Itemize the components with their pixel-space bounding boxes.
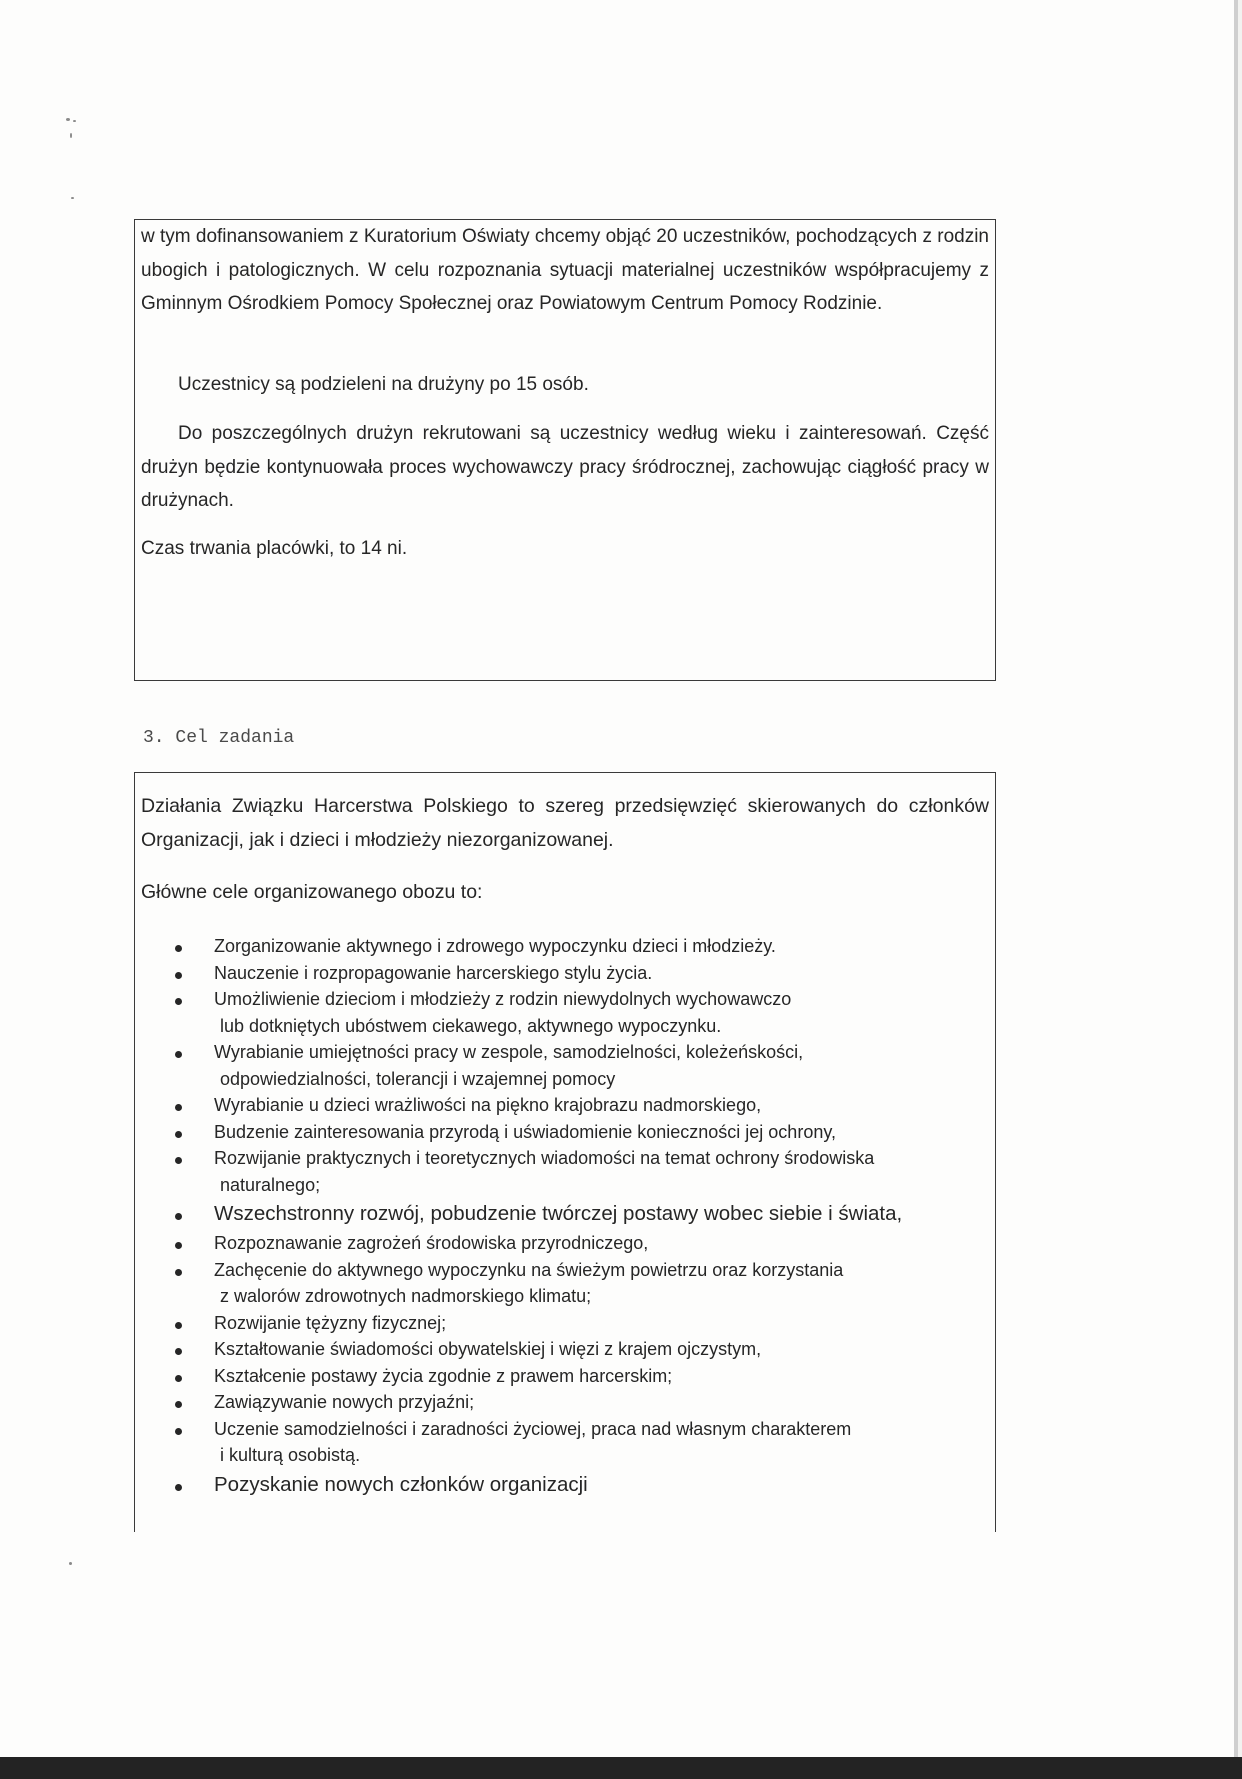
scan-speck [66, 118, 70, 121]
bullet-icon [175, 945, 182, 952]
scanner-bottom-edge [0, 1757, 1242, 1779]
list-item: Budzenie zainteresowania przyrodą i uświadomienie konieczności jej ochrony, [170, 1119, 970, 1146]
list-item: Nauczenie i rozpropagowanie harcerskiego stylu życia. [170, 960, 970, 987]
bullet-icon [175, 1104, 182, 1111]
list-item: Wyrabianie umiejętności pracy w zespole, samodzielności, koleżeńskości, odpowiedzialności, tolerancji i wzajemnej pomocy [170, 1039, 970, 1092]
list-item: Zorganizowanie aktywnego i zdrowego wypoczynku dzieci i młodzieży. [170, 933, 970, 960]
bullet-icon [175, 1213, 182, 1220]
goals-heading: Główne cele organizowanego obozu to: [141, 881, 483, 903]
bullet-icon [175, 1269, 182, 1276]
list-item: Wszechstronny rozwój, pobudzenie twórczej postawy wobec siebie i świata, [170, 1198, 970, 1230]
list-item: Umożliwienie dzieciom i młodzieży z rodzin niewydolnych wychowawczo lub dotkniętych ubóstwem ciekawego, aktywnego wypoczynku. [170, 986, 970, 1039]
bullet-icon [175, 1051, 182, 1058]
bullet-icon [175, 1322, 182, 1329]
section-heading: 3. Cel zadania [143, 728, 295, 748]
bullet-icon [175, 1484, 182, 1491]
scan-speck [73, 120, 76, 122]
bullet-icon [175, 998, 182, 1005]
list-item: Zawiązywanie nowych przyjaźni; [170, 1389, 970, 1416]
bullet-icon [175, 1401, 182, 1408]
bullet-icon [175, 972, 182, 979]
scan-speck [70, 133, 72, 138]
list-item: Kształcenie postawy życia zgodnie z prawem harcerskim; [170, 1363, 970, 1390]
list-item: Uczenie samodzielności i zaradności życiowej, praca nad własnym charakterem i kulturą osobistą. [170, 1416, 970, 1469]
bullet-icon [175, 1242, 182, 1249]
list-item: Zachęcenie do aktywnego wypoczynku na świeżym powietrzu oraz korzystania z walorów zdrowotnych nadmorskiego klimatu; [170, 1257, 970, 1310]
list-item: Pozyskanie nowych członków organizacji [170, 1469, 970, 1501]
scan-speck [69, 1562, 72, 1565]
page-edge [1234, 0, 1238, 1757]
list-item: Rozpoznawanie zagrożeń środowiska przyrodniczego, [170, 1230, 970, 1257]
list-item: Wyrabianie u dzieci wrażliwości na piękno krajobrazu nadmorskiego, [170, 1092, 970, 1119]
bullet-icon [175, 1131, 182, 1138]
list-item: Rozwijanie tężyzny fizycznej; [170, 1310, 970, 1337]
recruitment-paragraph: Do poszczególnych drużyn rekrutowani są uczestnicy według wieku i zainteresowań. Część drużyn będzie kontynuowała proces wychowawczy pracy śródrocznej, zachowując ciągłość pracy w drużynach. [141, 423, 989, 511]
intro-paragraph: Działania Związku Harcerstwa Polskiego to szereg przedsięwzięć skierowanych do członków Organizacji, jak i dzieci i młodzieży niezorganizowanej. [141, 795, 989, 851]
bullet-icon [175, 1348, 182, 1355]
scan-speck [71, 197, 74, 199]
bullet-icon [175, 1428, 182, 1435]
list-item: Kształtowanie świadomości obywatelskiej i więzi z krajem ojczystym, [170, 1336, 970, 1363]
teams-paragraph: Uczestnicy są podzieleni na drużyny po 15 osób. [178, 374, 589, 395]
participants-paragraph: w tym dofinansowaniem z Kuratorium Oświaty chcemy objąć 20 uczestników, pochodzących z rodzin ubogich i patologicznych. W celu rozpoznania sytuacji materialnej uczestników współpracujemy z Gminnym Ośrodkiem Pomocy Społecznej oraz Powiatowym Centrum Pomocy Rodzinie. [141, 226, 989, 314]
duration-paragraph: Czas trwania placówki, to 14 ni. [141, 538, 408, 559]
goals-list [170, 933, 970, 1501]
bullet-icon [175, 1375, 182, 1382]
bullet-icon [175, 1157, 182, 1164]
list-item: Rozwijanie praktycznych i teoretycznych wiadomości na temat ochrony środowiska naturalnego; [170, 1145, 970, 1198]
